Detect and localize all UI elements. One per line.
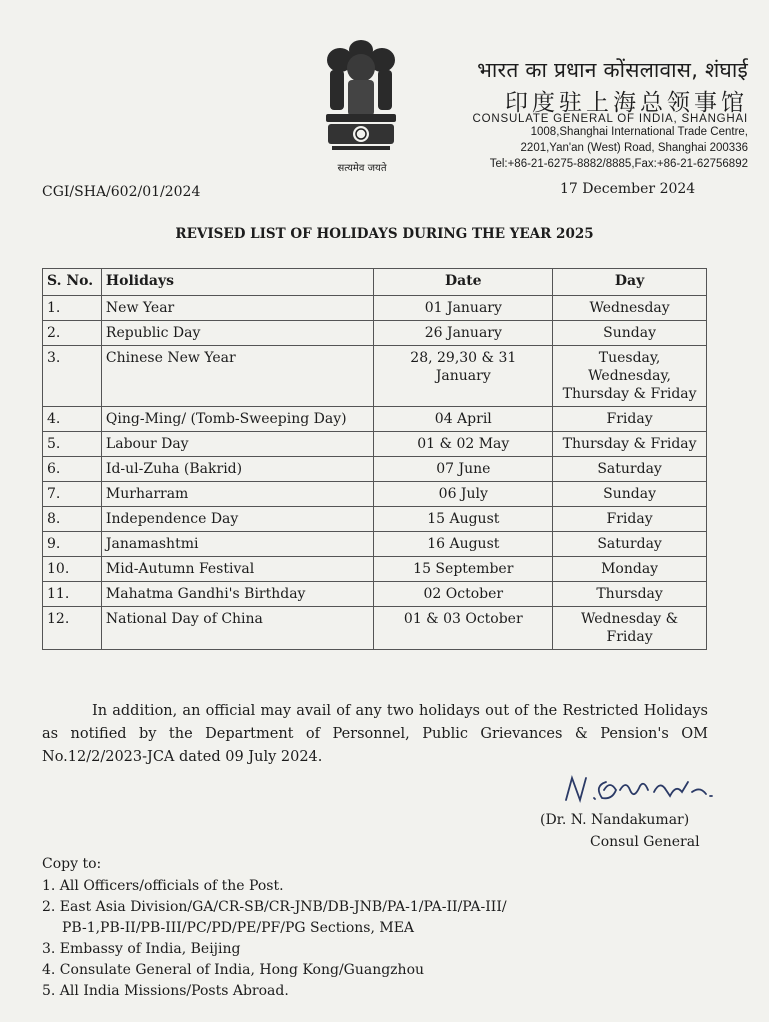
cell-day: Friday [553,507,707,532]
cell-day: Sunday [553,321,707,346]
copy-to-item: 4. Consulate General of India, Hong Kong/Guangzhou [42,962,425,978]
cell-date: 04 April [374,407,553,432]
signer-name: (Dr. N. Nandakumar) [540,812,690,828]
table-row [43,482,707,507]
emblem-motto: सत्यमेव जयते [337,163,387,174]
cell-date: 15 August [374,507,553,532]
copy-to-list [42,876,742,1002]
address-line-2: 2201,Yan'an (West) Road, Shanghai 200336 [520,142,748,154]
consulate-name-chinese: 印度驻上海总领事馆 [505,90,748,116]
cell-sno: 11. [43,582,102,607]
table-row [43,457,707,482]
consulate-name-english: CONSULATE GENERAL OF INDIA, SHANGHAI [472,113,748,125]
cell-day: Thursday & Friday [553,432,707,457]
cell-holiday: Chinese New Year [101,346,374,407]
header-day: Day [553,269,707,296]
consulate-name-hindi: भारत का प्रधान कोंसलावास, शंघाई [477,58,748,82]
cell-date: 01 & 02 May [374,432,553,457]
contact-line: Tel:+86-21-6275-8882/8885,Fax:+86-21-62756892 [489,158,748,170]
cell-day: Saturday [553,457,707,482]
cell-holiday: National Day of China [101,607,374,650]
cell-sno: 10. [43,557,102,582]
cell-day: Wednesday [553,296,707,321]
handwritten-signature [560,770,740,810]
cell-date: 01 & 03 October [374,607,553,650]
table-row [43,321,707,346]
address-line-1: 1008,Shanghai International Trade Centre, [530,126,748,138]
copy-to-item: 3. Embassy of India, Beijing [42,941,241,957]
cell-sno: 1. [43,296,102,321]
cell-date: 28, 29,30 & 31 January [374,346,553,407]
cell-date: 02 October [374,582,553,607]
table-row [43,432,707,457]
cell-sno: 6. [43,457,102,482]
document-title: REVISED LIST OF HOLIDAYS DURING THE YEAR 2025 [175,226,594,242]
table-header-row [43,269,707,296]
copy-to-label: Copy to: [42,856,102,872]
table-row [43,507,707,532]
cell-holiday: Janamashtmi [101,532,374,557]
cell-day: Sunday [553,482,707,507]
header-date: Date [374,269,553,296]
restricted-holidays-note: In addition, an official may avail of any two holidays out of the Restricted Holidays as notified by the Department of Personnel, Public Grievances & Pension's OM No.12/2/2023-JCA dated 09 July 2024. [42,703,708,765]
table-row [43,532,707,557]
table-row [43,557,707,582]
cell-day: Saturday [553,532,707,557]
cell-date: 26 January [374,321,553,346]
table-row [43,607,707,650]
cell-sno: 3. [43,346,102,407]
cell-holiday: Id-ul-Zuha (Bakrid) [101,457,374,482]
cell-holiday: Mahatma Gandhi's Birthday [101,582,374,607]
cell-sno: 12. [43,607,102,650]
table-row [43,582,707,607]
cell-holiday: New Year [101,296,374,321]
table-row [43,296,707,321]
cell-day: Friday [553,407,707,432]
holidays-table [42,268,707,650]
state-emblem-icon [318,36,404,172]
copy-to-item: 1. All Officers/officials of the Post. [42,878,284,894]
header-holidays: Holidays [101,269,374,296]
copy-to-item: 2. East Asia Division/GA/CR-SB/CR-JNB/DB-JNB/PA-1/PA-II/PA-III/ [42,899,507,915]
cell-holiday: Qing-Ming/ (Tomb-Sweeping Day) [101,407,374,432]
table-row [43,407,707,432]
signer-title: Consul General [590,834,700,850]
cell-day: Thursday [553,582,707,607]
header-sno: S. No. [43,269,102,296]
copy-to-item: PB-1,PB-II/PB-III/PC/PD/PE/PF/PG Sections, MEA [62,920,415,936]
cell-sno: 5. [43,432,102,457]
letter-date: 17 December 2024 [560,181,696,197]
cell-sno: 9. [43,532,102,557]
cell-day: Wednesday & Friday [553,607,707,650]
cell-day: Tuesday, Wednesday, Thursday & Friday [553,346,707,407]
cell-holiday: Labour Day [101,432,374,457]
cell-holiday: Mid-Autumn Festival [101,557,374,582]
cell-date: 06 July [374,482,553,507]
table-row [43,346,707,407]
cell-date: 16 August [374,532,553,557]
cell-sno: 7. [43,482,102,507]
cell-sno: 4. [43,407,102,432]
copy-to-item: 5. All India Missions/Posts Abroad. [42,983,289,999]
cell-holiday: Independence Day [101,507,374,532]
cell-holiday: Republic Day [101,321,374,346]
cell-sno: 8. [43,507,102,532]
cell-date: 01 January [374,296,553,321]
cell-date: 07 June [374,457,553,482]
cell-date: 15 September [374,557,553,582]
cell-day: Monday [553,557,707,582]
cell-holiday: Murharram [101,482,374,507]
reference-number: CGI/SHA/602/01/2024 [42,184,201,200]
cell-sno: 2. [43,321,102,346]
